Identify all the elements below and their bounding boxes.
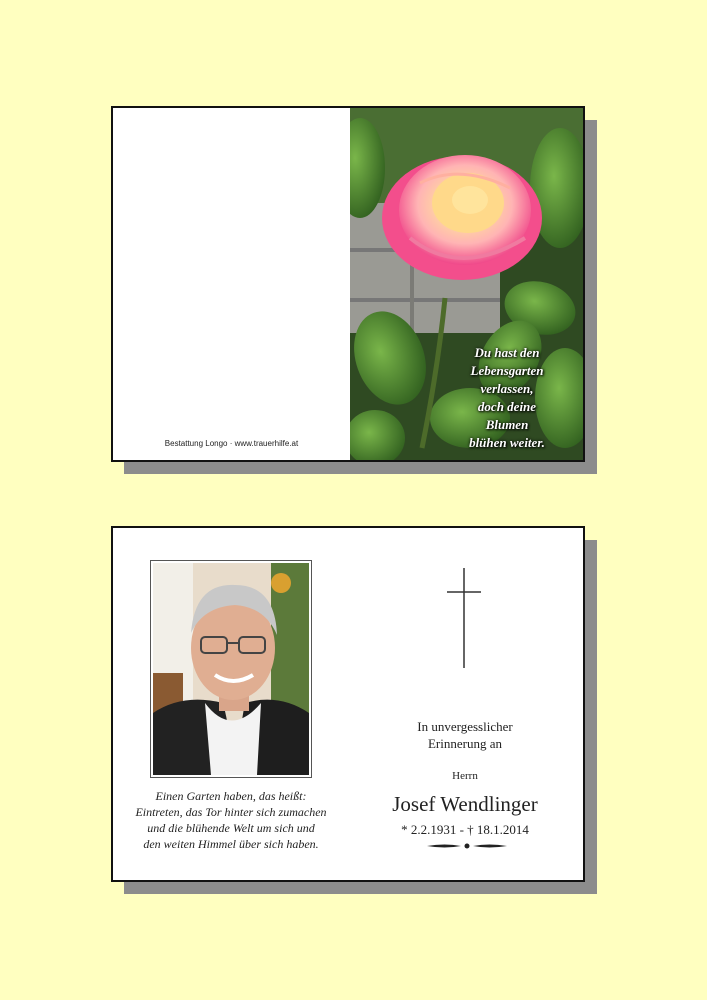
ornament-divider-icon [425, 840, 509, 852]
poem-line: doch deine [477, 399, 537, 414]
card-front [111, 106, 585, 462]
poem-line: Du hast den [474, 345, 540, 360]
quote-line: Einen Garten haben, das heißt: [155, 789, 307, 803]
quote-line: den weiten Himmel über sich haben. [143, 837, 319, 851]
portrait-photo [153, 563, 309, 775]
quote-line: Eintreten, das Tor hinter sich zumachen [135, 805, 327, 819]
memory-line: In unvergesslicher [417, 719, 513, 734]
cross-icon [447, 568, 481, 670]
publisher-credit: Bestattung Longo · www.trauerhilfe.at [164, 439, 299, 448]
life-dates: * 2.2.1931 - † 18.1.2014 [401, 822, 529, 837]
deceased-name: Josef Wendlinger [392, 792, 538, 816]
quote-line: und die blühende Welt um sich und [147, 821, 315, 835]
salutation: Herrn [452, 770, 478, 782]
poem-line: Lebensgarten [470, 363, 544, 378]
poem [437, 344, 577, 452]
memory-line: Erinnerung an [427, 736, 502, 751]
rose-photo [350, 108, 585, 460]
portrait-frame [150, 560, 312, 778]
garden-quote [121, 788, 341, 852]
poem-line: blühen weiter. [469, 435, 545, 450]
poem-line: Blumen [485, 417, 529, 432]
poem-line: verlassen, [480, 381, 534, 396]
memory-text [345, 718, 585, 752]
card-inside [111, 526, 585, 882]
